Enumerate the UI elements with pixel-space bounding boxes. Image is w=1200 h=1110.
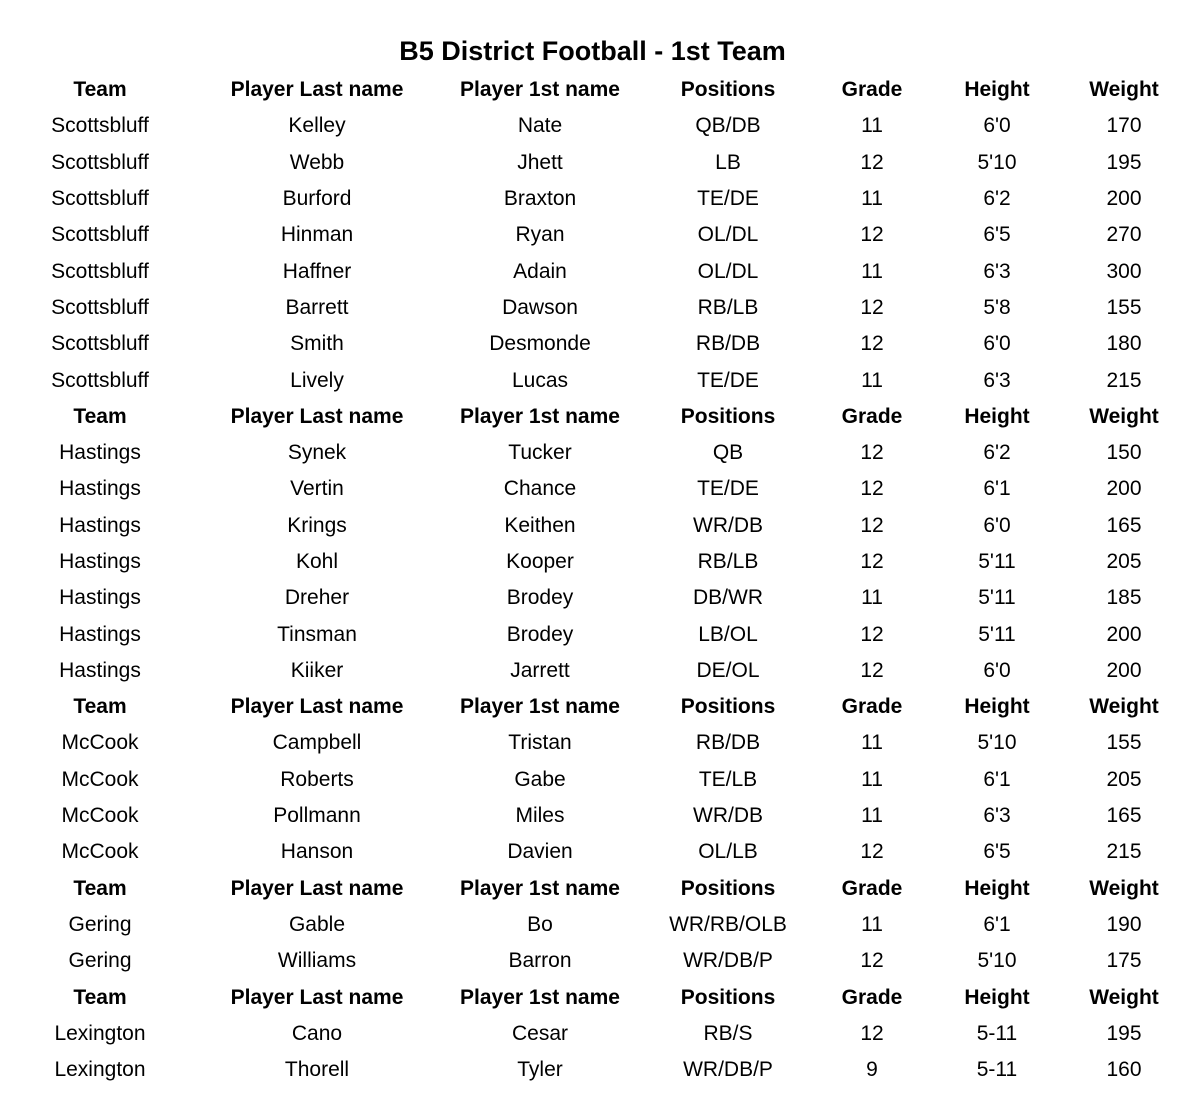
table-cell: Jarrett [510, 658, 570, 682]
column-header: Height [964, 876, 1030, 900]
table-cell: 6'0 [983, 658, 1011, 682]
column-header: Player Last name [230, 695, 404, 719]
table-cell: 12 [860, 1021, 884, 1045]
table-cell: 12 [860, 295, 884, 319]
table-cell: Tyler [517, 1058, 563, 1082]
table-row [0, 1052, 1200, 1088]
table-cell: 12 [860, 658, 884, 682]
table-cell: TE/DE [697, 187, 759, 211]
table-cell: Ryan [515, 223, 565, 247]
table-cell: QB/DB [695, 114, 761, 138]
table-cell: Cesar [511, 1021, 569, 1045]
table-cell: 6'3 [983, 368, 1011, 392]
table-cell: Hastings [59, 586, 141, 610]
table-cell: 5'10 [977, 949, 1017, 973]
table-cell: Gable [288, 912, 346, 936]
table-cell: 190 [1106, 912, 1142, 936]
table-row [0, 145, 1200, 181]
table-cell: Chance [503, 477, 577, 501]
table-cell: 6'0 [983, 513, 1011, 537]
table-row [0, 798, 1200, 834]
page-title: B5 District Football - 1st Team [399, 36, 786, 66]
table-cell: 6'0 [983, 332, 1011, 356]
table-cell: 200 [1106, 477, 1142, 501]
table-cell: Dawson [502, 295, 578, 319]
column-header: Height [964, 404, 1030, 428]
table-cell: Jhett [517, 150, 563, 174]
table-cell: Hinman [280, 223, 354, 247]
table-cell: WR/DB/P [683, 1058, 773, 1082]
table-cell: 11 [861, 368, 883, 392]
table-cell: Roberts [280, 767, 354, 791]
column-header: Positions [680, 695, 776, 719]
table-cell: 5'8 [983, 295, 1011, 319]
table-cell: 12 [860, 150, 884, 174]
table-cell: McCook [61, 767, 139, 791]
column-header: Height [964, 78, 1030, 102]
table-cell: Miles [515, 804, 565, 828]
table-cell: McCook [61, 804, 139, 828]
table-cell: Keithen [504, 513, 576, 537]
column-header: Team [73, 985, 127, 1009]
table-cell: 6'1 [983, 912, 1011, 936]
table-row [0, 616, 1200, 652]
table-cell: DE/OL [696, 658, 760, 682]
table-cell: 12 [860, 622, 884, 646]
table-cell: 160 [1106, 1058, 1142, 1082]
table-cell: 155 [1106, 295, 1142, 319]
table-cell: Hastings [59, 622, 141, 646]
table-cell: 165 [1106, 513, 1142, 537]
column-header: Grade [841, 876, 903, 900]
column-header: Weight [1089, 78, 1159, 102]
table-cell: OL/LB [698, 840, 758, 864]
table-cell: 205 [1106, 767, 1142, 791]
table-cell: Haffner [282, 259, 352, 283]
column-header: Player Last name [230, 876, 404, 900]
table-row [0, 217, 1200, 253]
table-cell: TE/DE [697, 477, 759, 501]
table-cell: RB/LB [697, 550, 759, 573]
table-cell: 11 [861, 586, 883, 610]
table-cell: Kelley [288, 114, 346, 138]
table-cell: Kohl [295, 550, 339, 573]
table-row [0, 580, 1200, 616]
table-cell: Lucas [511, 368, 569, 392]
table-cell: 6'3 [983, 259, 1011, 283]
table-cell: 6'2 [983, 187, 1011, 211]
table-row [0, 653, 1200, 689]
table-cell: 12 [860, 332, 884, 356]
column-header: Team [73, 695, 127, 719]
table-cell: Hastings [59, 441, 141, 465]
table-cell: Barrett [285, 295, 349, 319]
table-row [0, 943, 1200, 979]
column-header: Positions [680, 985, 776, 1009]
table-cell: 11 [861, 114, 883, 138]
column-header: Player 1st name [460, 78, 620, 102]
table-cell: TE/DE [697, 368, 759, 392]
table-cell: WR/DB [693, 513, 763, 537]
table-cell: WR/RB/OLB [669, 912, 787, 936]
table-cell: Thorell [284, 1058, 350, 1082]
table-cell: Lexington [54, 1058, 146, 1082]
column-header: Grade [841, 78, 903, 102]
table-row [0, 471, 1200, 507]
table-cell: Gering [68, 949, 132, 973]
table-cell: McCook [61, 731, 139, 755]
table-cell: Hastings [59, 658, 141, 682]
column-header: Team [73, 404, 127, 428]
table-cell: RB/DB [695, 731, 761, 755]
table-cell: 6'3 [983, 804, 1011, 828]
table-cell: Scottsbluff [51, 150, 149, 174]
table-cell: Synek [287, 441, 347, 465]
table-cell: WR/DB/P [683, 949, 773, 973]
column-header: Player Last name [230, 985, 404, 1009]
table-cell: 12 [860, 840, 884, 864]
table-cell: 150 [1106, 441, 1142, 465]
table-cell: Braxton [503, 187, 577, 211]
table-header-row [0, 689, 1200, 725]
table-cell: OL/DL [697, 223, 759, 247]
table-cell: Scottsbluff [51, 368, 149, 392]
table-row [0, 435, 1200, 471]
table-cell: Scottsbluff [51, 223, 149, 247]
table-cell: 6'2 [983, 441, 1011, 465]
table-cell: OL/DL [697, 259, 759, 283]
table-row [0, 108, 1200, 144]
table-row [0, 762, 1200, 798]
table-cell: Pollmann [273, 804, 361, 828]
column-header: Weight [1089, 985, 1159, 1009]
table-cell: Davien [507, 840, 573, 864]
table-cell: Scottsbluff [51, 295, 149, 319]
column-header: Grade [841, 404, 903, 428]
table-cell: Scottsbluff [51, 332, 149, 356]
table-cell: Hastings [59, 477, 141, 501]
table-cell: 6'1 [983, 477, 1011, 501]
table-cell: Burford [282, 187, 352, 211]
table-cell: Smith [290, 332, 344, 356]
table-cell: Scottsbluff [51, 187, 149, 211]
table-cell: 12 [860, 513, 884, 537]
table-cell: Tristan [508, 731, 572, 755]
table-cell: RB/LB [697, 295, 759, 319]
table-header-row [0, 399, 1200, 435]
table-cell: 155 [1106, 731, 1142, 755]
table-cell: 12 [860, 223, 884, 247]
table-cell: LB/OL [698, 622, 758, 646]
table-cell: Kooper [506, 550, 574, 573]
table-cell: Webb [289, 150, 345, 174]
table-cell: 6'5 [983, 223, 1011, 247]
table-cell: 215 [1106, 840, 1142, 864]
table-cell: 11 [861, 259, 883, 283]
roster-table [0, 72, 1200, 1088]
table-header-row [0, 979, 1200, 1015]
table-cell: Barron [508, 949, 572, 973]
table-cell: Campbell [272, 731, 362, 755]
column-header: Player 1st name [460, 404, 620, 428]
table-cell: LB [715, 150, 741, 174]
table-cell: Kiiker [290, 658, 344, 682]
table-cell: Brodey [506, 622, 574, 646]
table-cell: Brodey [506, 586, 574, 610]
table-row [0, 1016, 1200, 1052]
table-cell: 200 [1106, 622, 1142, 646]
table-cell: 11 [861, 804, 883, 828]
table-cell: Scottsbluff [51, 114, 149, 138]
column-header: Player 1st name [460, 876, 620, 900]
table-cell: WR/DB [693, 804, 763, 828]
table-cell: 195 [1106, 150, 1142, 174]
table-cell: Nate [517, 114, 563, 138]
table-cell: Cano [291, 1021, 343, 1045]
table-cell: 5'11 [978, 550, 1016, 573]
column-header: Positions [680, 876, 776, 900]
table-cell: Dreher [284, 586, 350, 610]
table-row [0, 834, 1200, 870]
table-cell: 270 [1106, 223, 1142, 247]
table-cell: 200 [1106, 187, 1142, 211]
table-row [0, 725, 1200, 761]
table-cell: 11 [861, 731, 883, 755]
table-cell: Lexington [54, 1021, 146, 1045]
table-cell: 175 [1106, 949, 1142, 973]
column-header: Weight [1089, 876, 1159, 900]
table-row [0, 907, 1200, 943]
table-cell: Hastings [59, 550, 141, 573]
table-cell: 12 [860, 477, 884, 501]
column-header: Grade [841, 695, 903, 719]
table-cell: Williams [277, 949, 357, 973]
table-cell: Adain [513, 259, 567, 283]
column-header: Height [964, 985, 1030, 1009]
table-cell: Scottsbluff [51, 259, 149, 283]
table-cell: 195 [1106, 1021, 1142, 1045]
column-header: Weight [1089, 695, 1159, 719]
table-cell: 11 [861, 912, 883, 936]
table-cell: 215 [1106, 368, 1142, 392]
table-cell: 5-11 [976, 1021, 1018, 1045]
table-cell: TE/LB [698, 767, 758, 791]
column-header: Positions [680, 78, 776, 102]
table-cell: 12 [860, 949, 884, 973]
table-row [0, 362, 1200, 398]
table-cell: Gering [68, 912, 132, 936]
table-row [0, 508, 1200, 544]
table-cell: McCook [61, 840, 139, 864]
table-cell: Lively [290, 368, 344, 392]
table-cell: 11 [861, 767, 883, 791]
table-cell: RB/S [703, 1021, 753, 1045]
table-cell: 5'10 [977, 731, 1017, 755]
table-cell: 5-11 [976, 1058, 1018, 1082]
table-cell: Gabe [514, 767, 566, 791]
table-header-row [0, 72, 1200, 108]
table-cell: 9 [866, 1058, 878, 1082]
table-cell: 12 [860, 550, 884, 573]
table-cell: 11 [861, 187, 883, 211]
table-cell: 180 [1106, 332, 1142, 356]
column-header: Positions [680, 404, 776, 428]
table-row [0, 326, 1200, 362]
table-cell: DB/WR [693, 586, 763, 610]
table-cell: 200 [1106, 658, 1142, 682]
column-header: Height [964, 695, 1030, 719]
table-cell: 12 [860, 441, 884, 465]
column-header: Player Last name [230, 78, 404, 102]
table-cell: 205 [1106, 550, 1142, 573]
column-header: Team [73, 78, 127, 102]
column-header: Player Last name [230, 404, 404, 428]
table-cell: Desmonde [489, 332, 591, 356]
table-cell: 6'0 [983, 114, 1011, 138]
table-cell: 6'5 [983, 840, 1011, 864]
table-row [0, 181, 1200, 217]
column-header: Weight [1089, 404, 1159, 428]
table-cell: Tucker [508, 441, 572, 465]
table-row [0, 544, 1200, 580]
table-cell: Krings [287, 513, 347, 537]
table-row [0, 290, 1200, 326]
table-row [0, 253, 1200, 289]
table-cell: 170 [1106, 114, 1142, 138]
table-cell: Vertin [290, 477, 344, 501]
table-cell: RB/DB [695, 332, 761, 356]
table-cell: Bo [527, 912, 553, 936]
table-cell: Hanson [280, 840, 354, 864]
table-cell: 185 [1106, 586, 1142, 610]
table-header-row [0, 871, 1200, 907]
table-cell: 6'1 [983, 767, 1011, 791]
column-header: Grade [841, 985, 903, 1009]
column-header: Team [73, 876, 127, 900]
table-cell: 5'11 [978, 586, 1016, 610]
table-cell: QB [712, 441, 744, 465]
table-cell: 5'11 [978, 622, 1016, 646]
table-cell: 300 [1106, 259, 1142, 283]
table-cell: Tinsman [277, 622, 357, 646]
column-header: Player 1st name [460, 985, 620, 1009]
column-header: Player 1st name [460, 695, 620, 719]
table-cell: Hastings [59, 513, 141, 537]
table-cell: 5'10 [977, 150, 1017, 174]
table-cell: 165 [1106, 804, 1142, 828]
